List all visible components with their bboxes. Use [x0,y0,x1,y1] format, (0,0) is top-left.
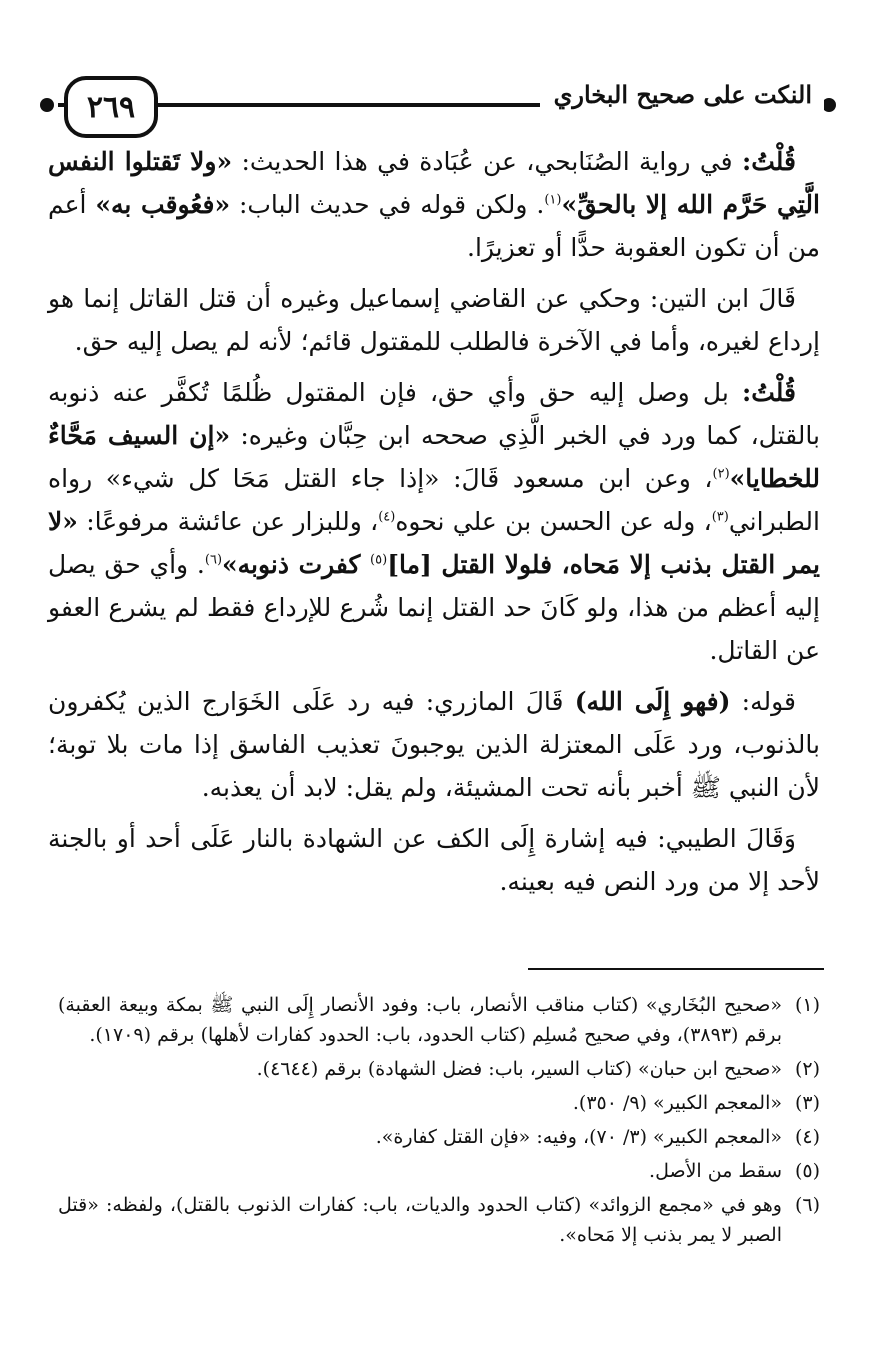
footnote-2 [58,1054,820,1084]
text-run: وَقَالَ الطيبي: فيه إشارة إِلَى الكف عن الشهادة بالنار عَلَى أحد أو بالجنة لأحد إلا من ورد النص فيه بعينه. [48,824,820,896]
footnote-text: «المعجم الكبير» (٣/ ٧٠)، وفيه: «فإن القتل كفارة». [375,1126,782,1148]
paragraph-3 [48,371,820,672]
footnote-5 [58,1156,820,1186]
footnote-text: «صحيح البُخَاري» (كتاب مناقب الأنصار، باب: وفود الأنصار إِلَى النبي ﷺ بمكة وبيعة العقبة) برقم (٣٨٩٣)، وفي صحيح مُسلِم (كتاب الحدود، باب: الحدود كفارات لأهلها) برقم (١٧٠٩). [58,994,782,1046]
footnote-text: سقط من الأصل. [649,1160,782,1182]
text-run: . ولكن قوله في حديث الباب: [230,190,545,219]
footnote-ref: (٦) [204,552,223,568]
footnote-text: وهو في «مجمع الزوائد» (كتاب الحدود والديات، باب: كفارات الذنوب بالقتل)، ولفظه: «قتل الصبر لا يمر بذنب إلا مَحاه». [58,1194,782,1246]
text-run: قَالَ المازري: فيه رد عَلَى الخَوَارج الذين يُكفرون بالذنوب، ورد عَلَى المعتزلة الذين يوجبونَ تعذيب الفاسق إذا مات بلا توبة؛ لأن النبي ﷺ أخبر بأنه تحت المشيئة، ولم يقل: لابد أن يعذبه. [48,687,820,802]
footnote-number: (٢) [794,1058,820,1080]
hadith-quote: كفرت ذنوبه» [222,550,371,579]
footnote-number: (١) [794,994,820,1016]
paragraph-4 [48,680,820,809]
running-title: النكت على صحيح البخاري [540,78,824,112]
hadith-quote: «إن السيف مَحَّاءٌ للخطايا» [48,421,820,493]
footnote-ref: (٢) [712,466,730,482]
footnote-3 [58,1088,820,1118]
footnotes [58,990,820,1254]
footnote-1 [58,990,820,1050]
text-run: في رواية الصُنَابحي، عن عُبَادة في هذا الحديث: [232,147,742,176]
footnote-4 [58,1122,820,1152]
text-run: قَالَ ابن التين: وحكي عن القاضي إسماعيل وغيره أن قتل القاتل إنما هو إرداع لغيره، وأما في الآخرة فالطلب للمقتول قائم؛ لأنه لم يصل إليه حق. [48,284,820,356]
text-run: ، وعن ابن مسعود قَالَ: «إذا جاء القتل مَحَا كل شيء» رواه الطبراني [48,464,820,536]
footnote-number: (٤) [794,1126,820,1148]
footnote-number: (٦) [794,1194,820,1216]
paragraph-lead: قُلْتُ: [741,147,796,176]
text-run: ، وللبزار عن عائشة مرفوعًا: [77,507,379,536]
paragraph-lead: قُلْتُ: [741,378,796,407]
header-left-dot [40,98,54,112]
footnote-number: (٣) [794,1092,820,1114]
footnote-separator [528,968,824,970]
footnote-ref: (٣) [711,509,729,525]
hadith-quote: «لا يمر القتل بذنب إلا مَحاه، فلولا القتل [ما] [48,507,820,579]
hadith-quote: «فعُوقب به» [95,190,231,219]
paragraph-1 [48,140,820,269]
text-run: أعم من أن تكون العقوبة حدًّا أو تعزيرًا. [48,190,820,262]
main-text [48,140,820,911]
footnote-ref: (٤) [378,509,396,525]
page-number: ٢٦٩ [64,76,158,138]
text-run: ، وله عن الحسن بن علي نحوه [395,507,712,536]
footnote-text: «صحيح ابن حبان» (كتاب السير، باب: فضل الشهادة) برقم (٤٦٤٤). [256,1058,782,1080]
footnote-ref: (٥) [370,552,388,568]
paragraph-5 [48,817,820,903]
footnote-text: «المعجم الكبير» (٩/ ٣٥٠). [572,1092,782,1114]
footnote-6 [58,1190,820,1250]
text-run: قوله: [730,687,796,716]
paragraph-2 [48,277,820,363]
text-run: بل وصل إليه حق وأي حق، فإن المقتول ظُلمًا تُكفَّر عنه ذنوبه بالقتل، كما ورد في الخبر الَّذِي صححه ابن حِبَّان وغيره: [48,378,820,450]
header-right-dot [822,98,836,112]
quoted-phrase: (فهو إِلَى الله) [574,687,731,716]
footnote-ref: (١) [544,192,562,208]
text-run: . وأي حق يصل إليه أعظم من هذا، ولو كَانَ حد القتل إنما شُرع للإرداع فقط لم يشرع العفو عن القاتل. [48,550,820,665]
footnote-number: (٥) [794,1160,820,1182]
hadith-quote: «ولا تَقتلوا النفس الَّتِي حَرَّم الله إلا بالحقِّ» [48,147,820,219]
